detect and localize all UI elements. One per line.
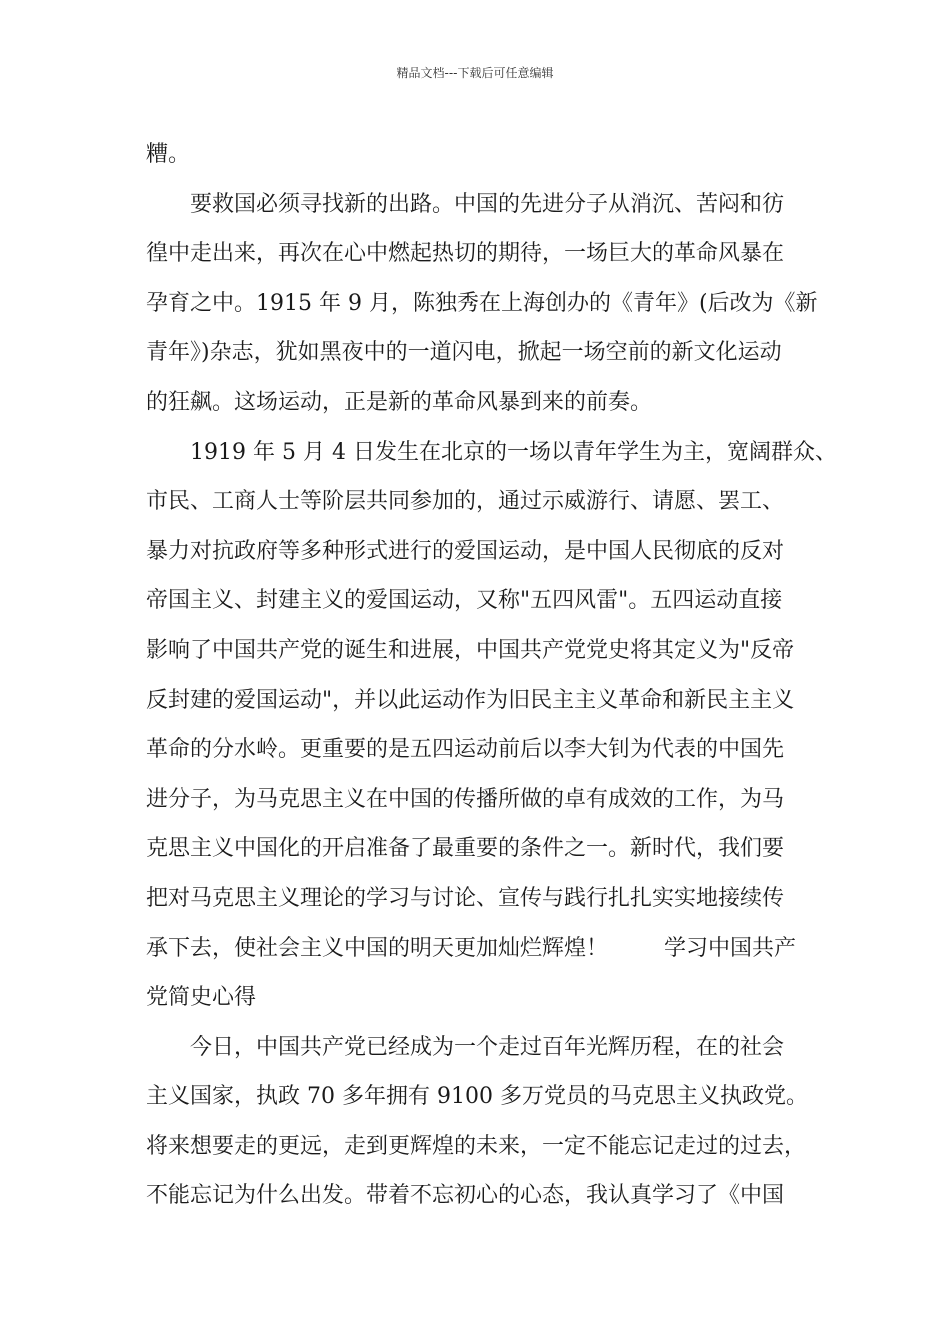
paragraph-line: 将来想要走的更远，走到更辉煌的未来，一定不能忘记走过的过去， [146,1133,807,1159]
paragraph-line: 把对马克思主义理论的学习与讨论、宣传与践行扎扎实实地接续传 [146,885,785,911]
paragraph-line: 主义国家，执政 70 多年拥有 9100 多万党员的马克思主义执政党。 [146,1084,808,1110]
paragraph-line-with-title [146,924,816,974]
paragraph-line: 1919 年 5 月 4 日发生在北京的一场以青年学生为主，宽阔群众、 [190,439,837,465]
paragraph-line: 今日，中国共产党已经成为一个走过百年光辉历程，在的社会 [190,1034,785,1060]
paragraph-line: 青年》)杂志，犹如黑夜中的一道闪电，掀起一场空前的新文化运动 [146,340,782,366]
paragraph-line: 要救国必须寻找新的出路。中国的先进分子从消沉、苦闷和彷 [190,191,785,217]
paragraph-line: 影响了中国共产党的诞生和进展，中国共产党党史将其定义为"反帝 [146,637,795,663]
paragraph-line: 徨中走出来，再次在心中燃起热切的期待，一场巨大的革命风暴在 [146,241,785,267]
paragraph-line: 反封建的爱国运动"，并以此运动作为旧民主主义革命和新民主主义 [146,687,795,713]
paragraph-line: 孕育之中。1915 年 9 月，陈独秀在上海创办的《青年》(后改为《新 [146,290,818,316]
paragraph-line: 市民、工商人士等阶层共同参加的，通过示威游行、请愿、罢工、 [146,489,785,515]
paragraph-end-text: 承下去，使社会主义中国的明天更加灿烂辉煌！ [146,935,609,961]
paragraph-line: 的狂飙。这场运动，正是新的革命风暴到来的前奏。 [146,389,653,415]
paragraph-line: 暴力对抗政府等多种形式进行的爱国运动，是中国人民彻底的反对 [146,538,785,564]
paragraph-line: 糟。 [146,142,191,167]
section-title-part2: 党简史心得 [146,985,257,1011]
body-text [146,130,837,1221]
paragraph-line: 进分子，为马克思主义在中国的传播所做的卓有成效的工作，为马 [146,786,785,812]
paragraph-line: 革命的分水岭。更重要的是五四运动前后以李大钊为代表的中国先 [146,737,785,763]
page-header: 精品文档---下载后可任意编辑 [396,66,554,80]
paragraph-line: 不能忘记为什么出发。带着不忘初心的心态，我认真学习了《中国 [146,1183,785,1209]
paragraph-line: 克思主义中国化的开启准备了最重要的条件之一。新时代，我们要 [146,836,785,862]
paragraph-line: 帝国主义、封建主义的爱国运动，又称"五四风雷"。五四运动直接 [146,588,783,614]
section-title-part1: 学习中国共产 [664,935,797,961]
